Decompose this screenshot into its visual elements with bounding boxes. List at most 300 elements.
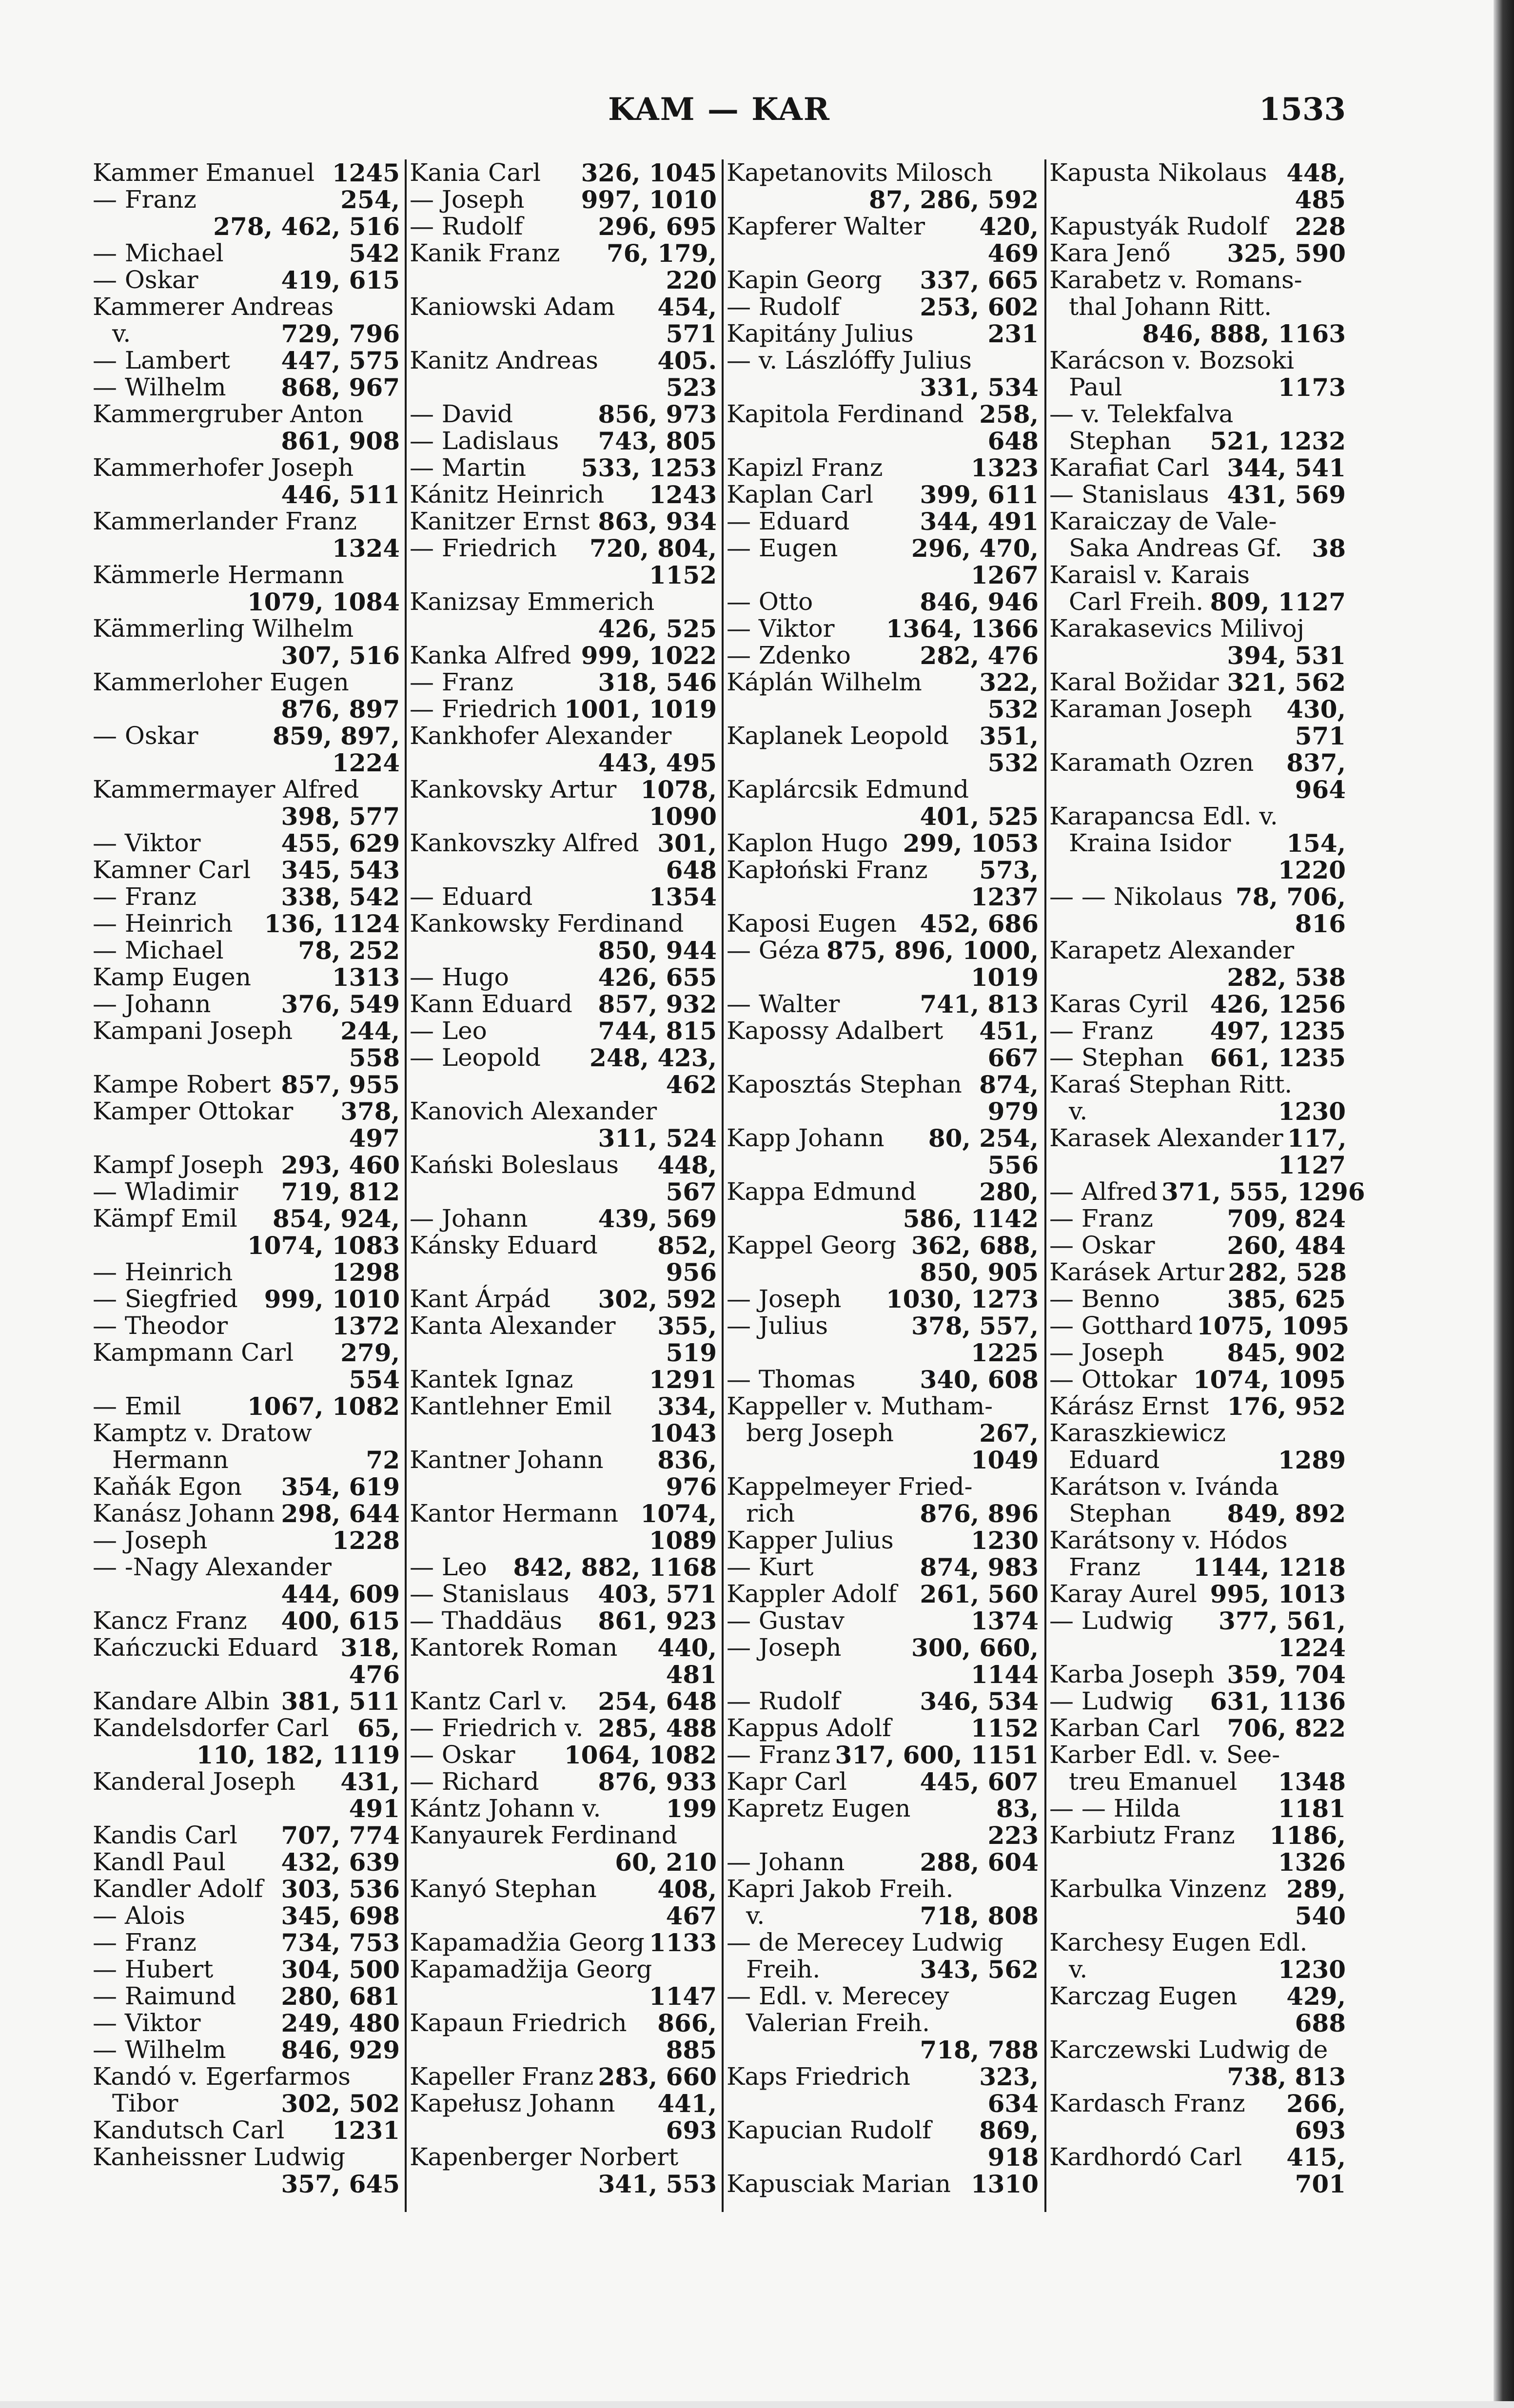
index-line <box>1049 1339 1346 1366</box>
entry-name: Kappeller v. Mutham- <box>727 1392 993 1420</box>
entry-name: Tibor <box>112 2089 178 2117</box>
index-line <box>727 1393 1039 1420</box>
entry-page-refs: 1079, 1084 <box>247 587 400 616</box>
entry-page-refs: 857, 955 <box>281 1070 400 1099</box>
index-line <box>727 1447 1039 1473</box>
index-line <box>410 1152 717 1178</box>
entry-name: Kapferer Walter <box>727 212 925 240</box>
index-line <box>727 1581 1039 1607</box>
entry-name: — Eduard <box>410 882 533 911</box>
entry-name: — Hugo <box>410 963 509 991</box>
index-line <box>1049 535 1346 562</box>
index-line <box>1049 776 1346 803</box>
index-line <box>93 2036 400 2063</box>
column-rule <box>405 159 407 2212</box>
entry-page-refs: 351, <box>979 722 1039 750</box>
entry-page-refs: 154, <box>1286 829 1346 858</box>
index-line <box>410 1902 717 1929</box>
entry-name: — Michael <box>93 239 224 267</box>
entry-page-refs: 344, 541 <box>1227 453 1346 482</box>
entry-name: Kapusta Nikolaus <box>1049 158 1267 187</box>
entry-name: Kappelmeyer Fried- <box>727 1472 973 1501</box>
index-line <box>727 1634 1039 1661</box>
index-line <box>727 2171 1039 2197</box>
index-line <box>727 937 1039 964</box>
index-line <box>93 1500 400 1527</box>
entry-name: — Joseph <box>410 185 525 214</box>
index-line <box>410 964 717 991</box>
index-line <box>1049 1286 1346 1312</box>
entry-page-refs: 1144, 1218 <box>1193 1553 1346 1582</box>
entry-page-refs: 403, 571 <box>598 1580 717 1608</box>
entry-page-refs: 253, 602 <box>920 293 1039 321</box>
entry-page-refs: 850, 905 <box>920 1258 1039 1287</box>
index-line <box>93 240 400 267</box>
entry-page-refs: 261, 560 <box>920 1580 1039 1608</box>
index-line <box>727 991 1039 1018</box>
entry-page-refs: 734, 753 <box>281 1928 400 1957</box>
index-line <box>727 481 1039 508</box>
entry-name: Kamp Eugen <box>93 963 251 991</box>
index-line <box>410 1849 717 1876</box>
entry-page-refs: 701 <box>1295 2170 1346 2198</box>
entry-name: — Lambert <box>93 346 230 374</box>
entry-page-refs: 816 <box>1295 909 1346 938</box>
entry-page-refs: 842, 882, 1168 <box>513 1553 717 1582</box>
index-line <box>410 1420 717 1447</box>
entry-page-refs: 87, 286, 592 <box>869 185 1039 214</box>
entry-name: — Thomas <box>727 1365 856 1393</box>
index-line <box>1049 1527 1346 1554</box>
entry-page-refs: 318, 546 <box>598 668 717 697</box>
index-line <box>93 883 400 910</box>
index-line <box>727 1420 1039 1447</box>
entry-page-refs: 1064, 1082 <box>564 1741 717 1769</box>
entry-page-refs: 420, <box>979 212 1039 241</box>
entry-page-refs: 1230 <box>1278 1097 1346 1126</box>
entry-name: — Joseph <box>727 1633 842 1662</box>
index-line <box>727 1956 1039 1983</box>
entry-page-refs: 429, <box>1286 1982 1346 2011</box>
entry-page-refs: 341, 553 <box>598 2170 717 2198</box>
index-line <box>93 1312 400 1339</box>
entry-name: Paul <box>1069 373 1122 401</box>
index-line <box>93 615 400 642</box>
entry-name: — Emil <box>93 1392 181 1420</box>
entry-page-refs: 338, 542 <box>281 882 400 911</box>
entry-page-refs: 836, <box>657 1446 717 1474</box>
index-line <box>1049 1018 1346 1044</box>
entry-page-refs: 408, <box>657 1875 717 1903</box>
entry-page-refs: 282, 528 <box>1228 1258 1347 1287</box>
entry-page-refs: 378, 557, <box>911 1312 1039 1340</box>
entry-name: Karaisl v. Karais <box>1049 561 1250 589</box>
entry-name: Karapancsa Edl. v. <box>1049 802 1278 830</box>
entry-name: Kapitola Ferdinand <box>727 400 964 428</box>
entry-page-refs: 693 <box>666 2116 717 2145</box>
index-line <box>410 1366 717 1393</box>
index-line <box>1049 2063 1346 2090</box>
entry-name: Kamper Ottokar <box>93 1097 294 1125</box>
entry-name: Kammerlander Franz <box>93 507 357 535</box>
entry-page-refs: 741, 813 <box>920 990 1039 1018</box>
entry-name: Kankhofer Alexander <box>410 722 672 750</box>
index-line <box>410 508 717 535</box>
index-line <box>410 1822 717 1849</box>
index-line <box>410 669 717 696</box>
entry-name: Kantz Carl v. <box>410 1687 568 1715</box>
entry-page-refs: 78, 706, <box>1235 882 1346 911</box>
index-line <box>727 240 1039 267</box>
entry-name: Kanyaurek Ferdinand <box>410 1821 677 1849</box>
index-column-1 <box>93 159 400 2227</box>
entry-name: Kárász Ernst <box>1049 1392 1209 1420</box>
entry-page-refs: 267, <box>979 1419 1039 1448</box>
entry-page-refs: 859, 897, <box>273 722 400 750</box>
entry-name: Kantner Johann <box>410 1446 604 1474</box>
index-line <box>410 1312 717 1339</box>
entry-name: — Eduard <box>727 507 850 535</box>
entry-page-refs: 448, <box>1286 158 1346 187</box>
entry-name: Carl Freih. <box>1069 587 1204 616</box>
entry-page-refs: 1147 <box>649 1982 717 2011</box>
entry-name: Kankovszky Alfred <box>410 829 639 857</box>
entry-name: Kandare Albin <box>93 1687 270 1715</box>
index-line <box>1049 964 1346 991</box>
entry-name: Kaplárcsik Edmund <box>727 775 969 803</box>
entry-name: Kaplan Carl <box>727 480 874 509</box>
index-line <box>727 1768 1039 1795</box>
entry-name: Kaps Friedrich <box>727 2062 911 2091</box>
entry-page-refs: 868, 967 <box>281 373 400 402</box>
index-line <box>410 1607 717 1634</box>
index-line <box>1049 1715 1346 1742</box>
entry-name: Kandó v. Egerfarmos <box>93 2062 351 2091</box>
index-line <box>727 1473 1039 1500</box>
index-line <box>93 320 400 347</box>
entry-page-refs: 1372 <box>332 1312 400 1340</box>
entry-page-refs: 76, 179, <box>606 239 717 268</box>
entry-name: Freih. <box>746 1955 821 1983</box>
index-line <box>727 749 1039 776</box>
index-column-4 <box>1049 158 1365 2227</box>
index-line <box>410 642 717 669</box>
entry-page-refs: 1152 <box>649 561 717 589</box>
index-line <box>93 1634 400 1661</box>
entry-page-refs: 110, 182, 1119 <box>196 1741 400 1769</box>
index-line <box>727 830 1039 857</box>
entry-name: Kämmerle Hermann <box>93 561 344 589</box>
entry-name: — Thaddäus <box>410 1606 562 1635</box>
index-line <box>93 1259 400 1286</box>
entry-page-refs: 469 <box>987 239 1039 268</box>
index-line <box>410 1339 717 1366</box>
index-line <box>727 2063 1039 2090</box>
entry-page-refs: 540 <box>1295 1901 1346 1930</box>
entry-page-refs: 430, <box>1286 695 1346 724</box>
entry-page-refs: 447, 575 <box>281 346 400 375</box>
entry-page-refs: 1298 <box>332 1258 400 1287</box>
entry-name: — -Nagy Alexander <box>93 1553 332 1581</box>
index-line <box>93 454 400 481</box>
index-line <box>410 2090 717 2117</box>
index-line <box>410 1044 717 1071</box>
index-line <box>410 1956 717 1983</box>
index-line <box>1049 1044 1346 1071</box>
index-line <box>727 454 1039 481</box>
entry-page-refs: 1089 <box>649 1526 717 1555</box>
entry-page-refs: 533, 1253 <box>581 453 717 482</box>
entry-name: Kapucian Rudolf <box>727 2116 931 2144</box>
entry-page-refs: 1078, <box>640 775 717 804</box>
index-line <box>1049 883 1346 910</box>
entry-name: — de Merecey Ludwig <box>727 1928 1003 1957</box>
entry-page-refs: 279, <box>340 1338 400 1367</box>
entry-page-refs: 280, <box>979 1177 1039 1206</box>
index-line <box>410 562 717 588</box>
index-line <box>410 1527 717 1554</box>
index-line <box>93 2063 400 2090</box>
index-line <box>93 749 400 776</box>
index-line <box>410 1500 717 1527</box>
index-line <box>1049 1849 1346 1876</box>
entry-page-refs: 709, 824 <box>1227 1204 1346 1233</box>
entry-name: Kántz Johann v. <box>410 1794 601 1822</box>
index-line <box>410 1205 717 1232</box>
entry-page-refs: 344, 491 <box>920 507 1039 536</box>
index-line <box>93 159 400 186</box>
entry-page-refs: 377, 561, <box>1219 1606 1346 1635</box>
index-line <box>727 696 1039 723</box>
entry-name: Kraina Isidor <box>1069 829 1231 857</box>
index-line <box>93 267 400 294</box>
entry-page-refs: 296, 470, <box>911 534 1039 563</box>
entry-page-refs: 586, 1142 <box>903 1204 1039 1233</box>
entry-page-refs: 439, 569 <box>598 1204 717 1233</box>
index-line <box>727 964 1039 991</box>
index-line <box>727 508 1039 535</box>
entry-name: Karczag Eugen <box>1049 1982 1238 2010</box>
entry-name: Karabetz v. Romans- <box>1049 266 1302 294</box>
entry-page-refs: 401, 525 <box>920 802 1039 831</box>
index-line <box>727 347 1039 374</box>
index-line <box>1049 1125 1346 1152</box>
index-line <box>410 696 717 723</box>
index-line <box>1049 1098 1346 1125</box>
index-line <box>1049 320 1346 347</box>
entry-page-refs: 296, 695 <box>598 212 717 241</box>
entry-name: Kaposi Eugen <box>727 909 897 938</box>
entry-page-refs: 65, <box>357 1714 400 1742</box>
index-line <box>93 1876 400 1902</box>
index-line <box>1049 1554 1346 1581</box>
entry-name: Karaiczay de Vale- <box>1049 507 1277 535</box>
index-line <box>410 535 717 562</box>
index-line <box>93 1661 400 1688</box>
entry-name: Kardhordó Carl <box>1049 2143 1242 2171</box>
entry-page-refs: 282, 476 <box>920 641 1039 670</box>
index-line <box>1049 696 1346 723</box>
entry-name: — Géza <box>727 936 820 964</box>
index-line <box>93 1795 400 1822</box>
entry-page-refs: 845, 902 <box>1227 1338 1346 1367</box>
entry-page-refs: 718, 808 <box>920 1901 1039 1930</box>
entry-name: — Stephan <box>1049 1043 1184 1072</box>
index-line <box>1049 830 1346 857</box>
entry-name: Karásek Artur <box>1049 1258 1224 1286</box>
entry-page-refs: 976 <box>666 1472 717 1501</box>
index-line <box>410 374 717 401</box>
index-line <box>727 1902 1039 1929</box>
entry-name: Karbulka Vinzenz <box>1049 1875 1267 1903</box>
index-line <box>93 1527 400 1554</box>
entry-page-refs: 856, 973 <box>598 400 717 429</box>
entry-page-refs: 809, 1127 <box>1210 587 1346 616</box>
entry-page-refs: 462 <box>666 1070 717 1099</box>
entry-page-refs: 863, 934 <box>598 507 717 536</box>
entry-page-refs: 729, 796 <box>281 319 400 348</box>
entry-page-refs: 1374 <box>970 1606 1039 1635</box>
entry-name: — Joseph <box>1049 1338 1164 1367</box>
index-line <box>1049 2036 1346 2063</box>
entry-page-refs: 385, 625 <box>1227 1285 1346 1313</box>
entry-page-refs: 322, <box>979 668 1039 697</box>
entry-name: Kanizsay Emmerich <box>410 587 655 616</box>
entry-page-refs: 432, 639 <box>281 1848 400 1877</box>
index-line <box>410 1554 717 1581</box>
entry-page-refs: 136, 1124 <box>264 909 400 938</box>
index-line <box>93 910 400 937</box>
index-line <box>727 1983 1039 2010</box>
entry-page-refs: 648 <box>987 427 1039 455</box>
index-line <box>727 669 1039 696</box>
entry-name: — Heinrich <box>93 909 233 938</box>
entry-page-refs: 875, 896, 1000, <box>826 936 1039 965</box>
entry-name: Kantlehner Emil <box>410 1392 612 1420</box>
entry-name: — v. Lászlóffy Julius <box>727 346 972 374</box>
index-line <box>1049 1634 1346 1661</box>
index-line <box>1049 803 1346 830</box>
index-line <box>93 1098 400 1125</box>
entry-page-refs: 298, 644 <box>281 1499 400 1528</box>
entry-page-refs: 1326 <box>1278 1848 1346 1877</box>
index-line <box>410 1795 717 1822</box>
entry-page-refs: 837, <box>1286 748 1346 777</box>
entry-page-refs: 693 <box>1295 2116 1346 2145</box>
entry-page-refs: 282, 538 <box>1227 963 1346 992</box>
entry-name: — Otto <box>727 587 813 616</box>
entry-name: — Siegfried <box>93 1285 238 1313</box>
index-line <box>1049 213 1346 240</box>
entry-page-refs: 481 <box>666 1660 717 1689</box>
entry-page-refs: 1019 <box>970 963 1039 992</box>
index-line <box>93 1125 400 1152</box>
entry-page-refs: 1354 <box>649 882 717 911</box>
entry-name: Kankowsky Ferdinand <box>410 909 684 938</box>
index-line <box>1049 723 1346 749</box>
index-line <box>727 1205 1039 1232</box>
entry-page-refs: 289, <box>1286 1875 1346 1903</box>
index-line <box>1049 1177 1365 1206</box>
entry-page-refs: 345, 543 <box>281 856 400 884</box>
index-line <box>1049 1420 1346 1447</box>
index-line <box>1049 401 1346 428</box>
entry-name: — Kurt <box>727 1553 814 1581</box>
index-line <box>93 857 400 883</box>
entry-page-refs: 451, <box>979 1017 1039 1045</box>
entry-name: Kant Árpád <box>410 1285 551 1313</box>
entry-name: Kappel Georg <box>727 1231 897 1259</box>
entry-page-refs: 426, 525 <box>598 614 717 643</box>
index-line <box>410 1715 717 1742</box>
entry-name: — Theodor <box>93 1312 228 1340</box>
entry-name: — Joseph <box>727 1285 842 1313</box>
index-line <box>727 267 1039 294</box>
index-line <box>727 803 1039 830</box>
entry-page-refs: 405. <box>657 346 717 375</box>
entry-name: — Leo <box>410 1017 487 1045</box>
index-line <box>727 1607 1039 1634</box>
entry-name: Kappler Adolf <box>727 1580 897 1608</box>
index-line <box>93 1581 400 1607</box>
entry-page-refs: 444, 609 <box>281 1580 400 1608</box>
entry-name: Káplán Wilhelm <box>727 668 922 696</box>
entry-page-refs: 1228 <box>332 1526 400 1555</box>
entry-name: Kantor Hermann <box>410 1499 619 1527</box>
entry-page-refs: 300, 660, <box>911 1633 1039 1662</box>
entry-page-refs: 571 <box>1295 722 1346 750</box>
index-line <box>727 213 1039 240</box>
entry-name: Hermann <box>112 1446 229 1474</box>
entry-name: — — Hilda <box>1049 1794 1181 1822</box>
entry-page-refs: 355, <box>657 1312 717 1340</box>
index-line <box>93 1044 400 1071</box>
entry-name: Kandl Paul <box>93 1848 226 1876</box>
index-line <box>727 883 1039 910</box>
entry-page-refs: 857, 932 <box>598 990 717 1018</box>
entry-name: Kardasch Franz <box>1049 2089 1245 2117</box>
entry-name: Karapetz Alexander <box>1049 936 1295 964</box>
entry-name: Kammerer Andreas <box>93 293 334 321</box>
entry-name: — Heinrich <box>93 1258 233 1286</box>
index-line <box>1049 1688 1346 1715</box>
index-line <box>1049 1822 1346 1849</box>
entry-name: Kanderal Joseph <box>93 1767 296 1796</box>
entry-name: — — Nikolaus <box>1049 882 1223 911</box>
index-line <box>93 535 400 562</box>
entry-name: Kandis Carl <box>93 1821 237 1849</box>
index-line <box>93 803 400 830</box>
entry-page-refs: 719, 812 <box>281 1177 400 1206</box>
entry-name: Kanovich Alexander <box>410 1097 657 1125</box>
entry-page-refs: 1186, <box>1269 1821 1346 1850</box>
index-line <box>1049 1902 1346 1929</box>
index-line <box>410 186 717 213</box>
index-line <box>1049 749 1346 776</box>
entry-page-refs: 661, 1235 <box>1210 1043 1346 1072</box>
index-line <box>1049 159 1346 186</box>
entry-page-refs: 455, 629 <box>281 829 400 858</box>
index-line <box>1049 1152 1346 1178</box>
entry-name: Karátson v. Ivánda <box>1049 1472 1279 1501</box>
index-line <box>1049 1956 1346 1983</box>
entry-page-refs: 1225 <box>970 1338 1039 1367</box>
entry-page-refs: 1067, 1082 <box>247 1392 400 1421</box>
index-line <box>410 991 717 1018</box>
index-line <box>93 723 400 749</box>
entry-name: Kappus Adolf <box>727 1714 891 1742</box>
entry-name: Kapamadžija Georg <box>410 1955 652 1983</box>
